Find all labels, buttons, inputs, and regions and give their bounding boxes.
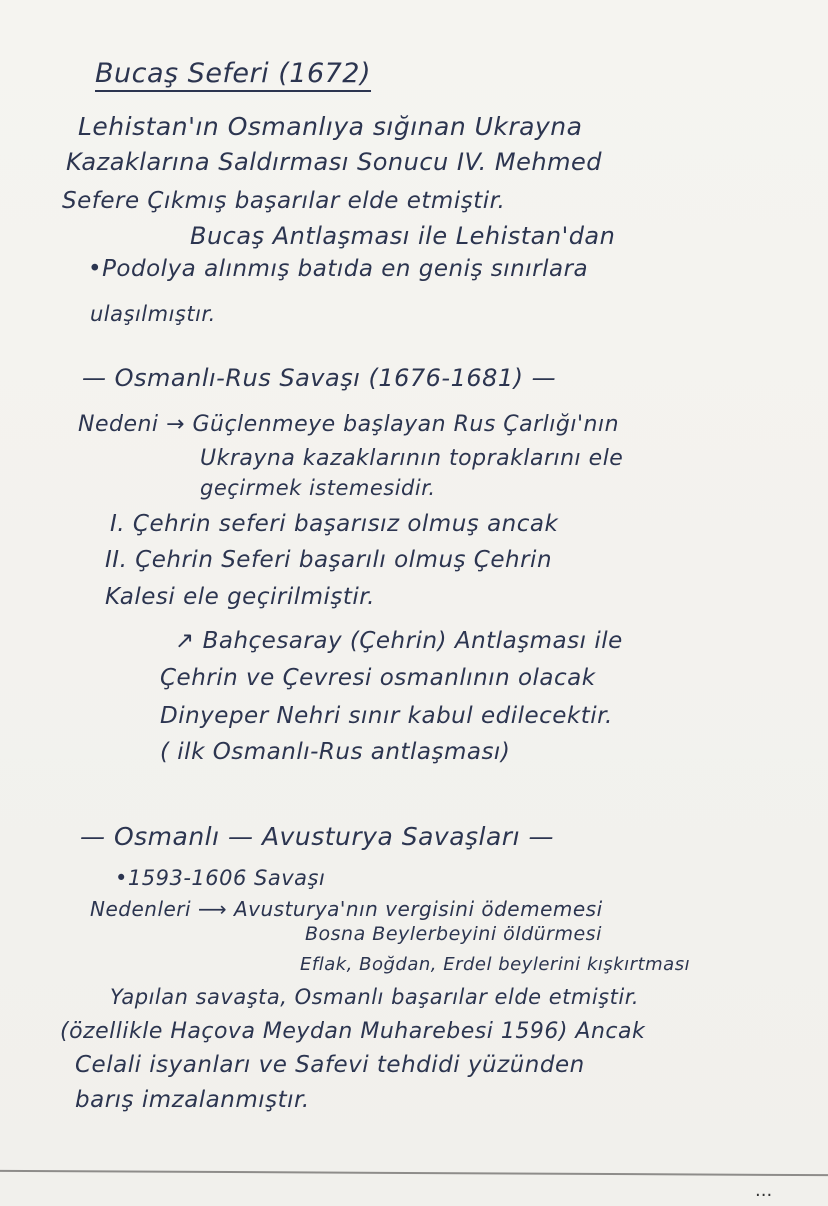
note-line: ( ilk Osmanlı-Rus antlaşması) bbox=[160, 739, 511, 765]
note-line: ↗ Bahçesaray (Çehrin) Antlaşması ile bbox=[175, 628, 623, 654]
note-line: (özellikle Haçova Meydan Muharebesi 1596) Ancak bbox=[60, 1019, 646, 1044]
note-line: Lehistan'ın Osmanlıya sığınan Ukrayna bbox=[78, 112, 583, 141]
note-line: II. Çehrin Seferi başarılı olmuş Çehrin bbox=[105, 547, 553, 573]
note-line: •Podolya alınmış batıda en geniş sınırlara bbox=[88, 256, 589, 282]
note-line: Kazaklarına Saldırması Sonucu IV. Mehmed bbox=[66, 148, 602, 176]
note-line: geçirmek istemesidir. bbox=[200, 476, 436, 500]
note-line: Çehrin ve Çevresi osmanlının olacak bbox=[160, 665, 596, 691]
note-line: I. Çehrin seferi başarısız olmuş ancak bbox=[110, 511, 559, 537]
note-line: Bosna Beylerbeyini öldürmesi bbox=[305, 923, 602, 945]
continuation-dots: ... bbox=[755, 1180, 773, 1201]
note-line: barış imzalanmıştır. bbox=[75, 1087, 310, 1113]
note-line: Sefere Çıkmış başarılar elde etmiştir. bbox=[62, 188, 506, 214]
note-line: Ukrayna kazaklarının topraklarını ele bbox=[200, 446, 624, 471]
note-line: Celali isyanları ve Safevi tehdidi yüzünden bbox=[75, 1052, 585, 1078]
section-title-bucas: Bucaş Seferi (1672) bbox=[95, 58, 372, 89]
note-line: Kalesi ele geçirilmiştir. bbox=[105, 584, 375, 610]
note-line: Nedeni → Güçlenmeye başlayan Rus Çarlığı'nın bbox=[78, 412, 620, 437]
note-line: Dinyeper Nehri sınır kabul edilecektir. bbox=[160, 703, 613, 729]
note-line: •1593-1606 Savaşı bbox=[115, 866, 326, 890]
page-bottom-rule bbox=[0, 1170, 828, 1176]
section-title-osmanli-avusturya: — Osmanlı — Avusturya Savaşları — bbox=[80, 822, 554, 851]
note-line: Eflak, Boğdan, Erdel beylerini kışkırtması bbox=[300, 954, 691, 975]
note-line: Nedenleri ⟶ Avusturya'nın vergisini ödememesi bbox=[90, 897, 603, 921]
section-title-osmanli-rus: — Osmanlı-Rus Savaşı (1676-1681) — bbox=[82, 364, 557, 392]
note-line: Yapılan savaşta, Osmanlı başarılar elde etmiştir. bbox=[110, 985, 640, 1009]
note-line: ulaşılmıştır. bbox=[90, 302, 216, 326]
note-line: Bucaş Antlaşması ile Lehistan'dan bbox=[190, 222, 616, 250]
